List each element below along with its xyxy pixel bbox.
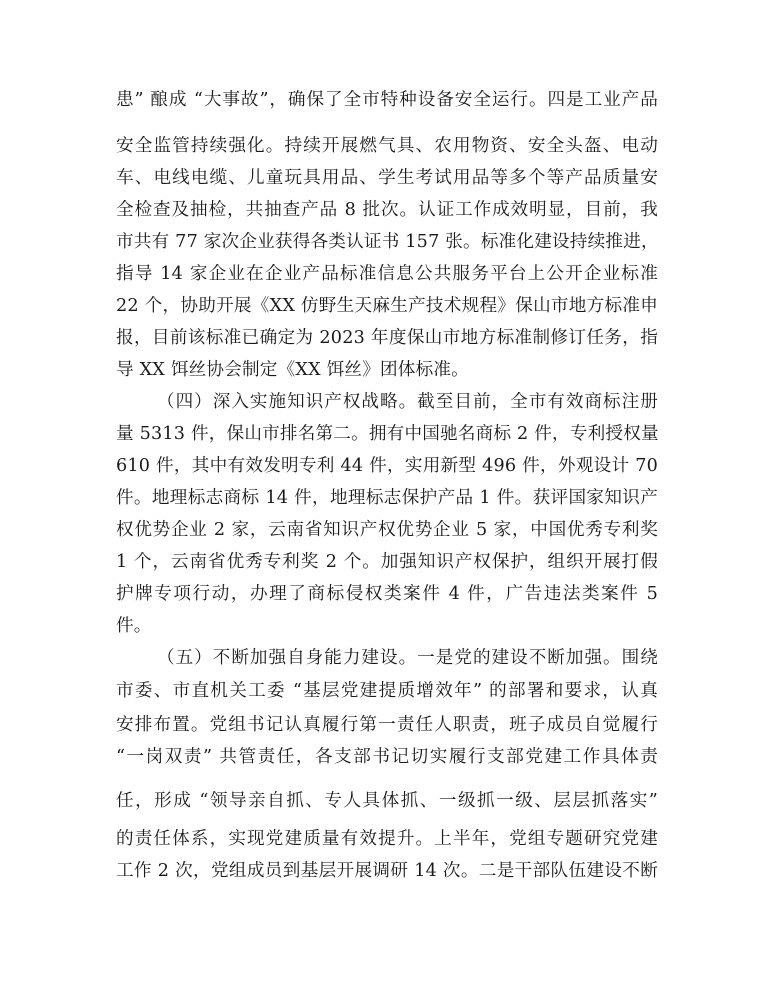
text-line: 任，形成 “领导亲自抓、专人具体抓、一级抓一级、层层抓落实” <box>116 791 658 811</box>
text-line: 患” 酿成 “大事故”，确保了全市特种设备安全运行。四是工业产品 <box>116 90 658 110</box>
text-line: 安排布置。党组书记认真履行第一责任人职责，班子成员自觉履行 <box>116 715 658 735</box>
paragraph-heading-4: （四）深入实施知识产权战略。截至目前，全市有效商标注册 <box>157 392 658 412</box>
text-line: 安全监管持续强化。持续开展燃气具、农用物资、安全头盔、电动 <box>116 136 658 156</box>
text-line: 权优势企业 2 家，云南省知识产权优势企业 5 家，中国优秀专利奖 <box>116 520 658 540</box>
text-line: 件。地理标志商标 14 件，地理标志保护产品 1 件。获评国家知识产 <box>116 488 658 508</box>
text-line: 指导 14 家企业在企业产品标准信息公共服务平台上公开企业标准 <box>116 264 658 284</box>
text-line: 报，目前该标准已确定为 2023 年度保山市地方标准制修订任务，指 <box>116 328 658 348</box>
text-line: 的责任体系，实现党建质量有效提升。上半年，党组专题研究党建 <box>116 829 658 849</box>
text-line: 22 个，协助开展《XX 仿野生天麻生产技术规程》保山市地方标准申 <box>116 296 658 316</box>
text-line: 件。 <box>116 616 152 636</box>
text-line: 量 5313 件，保山市排名第二。拥有中国驰名商标 2 件，专利授权量 <box>116 424 659 444</box>
text-line: 护牌专项行动，办理了商标侵权类案件 4 件，广告违法类案件 5 <box>116 584 658 604</box>
text-line: 导 XX 饵丝协会制定《XX 饵丝》团体标准。 <box>116 360 469 380</box>
text-line: 1 个，云南省优秀专利奖 2 个。加强知识产权保护，组织开展打假 <box>116 552 658 572</box>
text-line: 全检查及抽检，共抽查产品 8 批次。认证工作成效明显，目前，我 <box>116 200 658 220</box>
text-line: 工作 2 次，党组成员到基层开展调研 14 次。二是干部队伍建设不断 <box>116 861 658 881</box>
text-line: 车、电线电缆、儿童玩具用品、学生考试用品等多个等产品质量安 <box>116 168 658 188</box>
text-line: “一岗双责” 共管责任，各支部书记切实履行支部党建工作具体责 <box>116 747 658 767</box>
text-line: 610 件，其中有效发明专利 44 件，实用新型 496 件，外观设计 70 <box>116 456 658 476</box>
text-line: 市委、市直机关工委 “基层党建提质增效年” 的部署和要求，认真 <box>116 681 658 701</box>
text-line: 市共有 77 家次企业获得各类认证书 157 张。标准化建设持续推进， <box>116 232 659 252</box>
paragraph-heading-5: （五）不断加强自身能力建设。一是党的建设不断加强。围绕 <box>157 648 658 668</box>
